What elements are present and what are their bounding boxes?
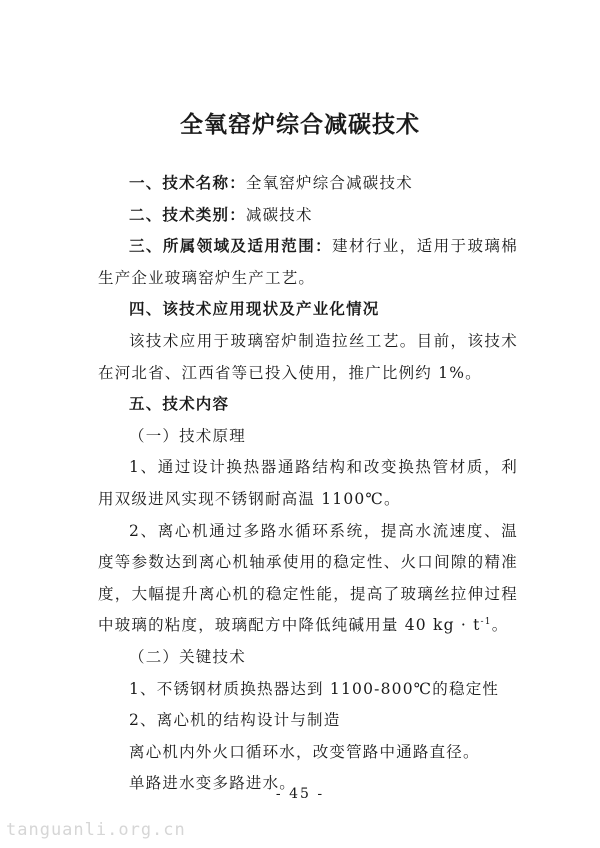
document-title: 全氧窑炉综合减碳技术 [180, 112, 420, 138]
principle-item-1: 1、通过设计换热器通路结构和改变换热管材质，利用双级进风实现不锈钢耐高温 1100℃。 [98, 458, 518, 508]
scope-label: 三、所属领域及适用范围： [129, 237, 333, 256]
key-technology-item-2: 2、离心机的结构设计与制造 [129, 711, 341, 730]
principle-item-2-text: 2、离心机通过多路水循环系统，提高水流速度、温度等参数达到离心机轴承使用的稳定性、火口间隙的精准度，大幅提升离心机的稳定性能，提高了玻璃丝拉伸过程中玻璃的粘度，玻璃配方中降低纯碱用量 40 kg · t [98, 521, 518, 635]
principle-item-2 [98, 516, 518, 642]
technology-name-value: 全氧窑炉综合减碳技术 [245, 174, 413, 192]
section-technology-name [98, 168, 518, 200]
key-technology-detail-2: 单路进水变多路进水。 [129, 774, 297, 793]
technology-category-label: 二、技术类别： [129, 205, 246, 224]
key-technology-item-1: 1、不锈钢材质换热器达到 1100-800℃的稳定性 [129, 679, 500, 698]
scope-value: 建材行业，适用于玻璃棉生产企业玻璃窑炉生产工艺。 [98, 237, 519, 287]
technology-name-label: 一、技术名称： [129, 174, 246, 192]
key-technology-detail-1: 离心机内外火口循环水，改变管路中通路直径。 [129, 742, 480, 761]
section-scope [98, 231, 518, 294]
content-heading: 五、技术内容 [129, 395, 230, 414]
section-technology-category [98, 200, 518, 232]
watermark: tanguanli.org.cn [6, 820, 186, 840]
status-text: 该技术应用于玻璃窑炉制造拉丝工艺。目前，该技术在河北省、江西省等已投入使用，推广比例约 1%。 [98, 331, 518, 382]
status-heading: 四、该技术应用现状及产业化情况 [129, 300, 380, 319]
key-technology-heading: （二）关键技术 [129, 647, 246, 666]
principle-item-2-superscript: -1 [480, 617, 492, 628]
principle-item-2-end: 。 [491, 616, 509, 635]
technology-category-value: 减碳技术 [245, 205, 313, 224]
principle-heading: （一）技术原理 [129, 426, 246, 445]
page-number: - 45 - [275, 786, 325, 802]
document-body [98, 168, 518, 800]
